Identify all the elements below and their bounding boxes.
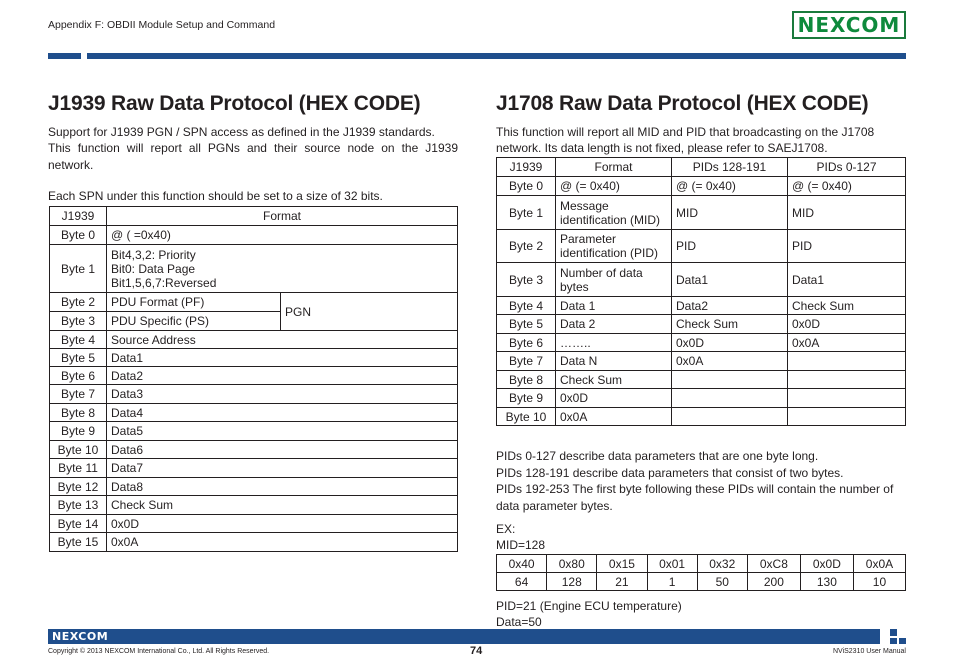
format-cell: Check Sum bbox=[107, 496, 458, 515]
table-row bbox=[50, 226, 458, 245]
table-header-row bbox=[497, 158, 906, 177]
footer-logo: NEXCOM bbox=[52, 630, 109, 643]
footer-bar bbox=[48, 629, 880, 644]
pid0-cell: PID bbox=[788, 230, 906, 263]
copyright-text: Copyright © 2013 NEXCOM International Co., Ltd. All Rights Reserved. bbox=[48, 648, 270, 655]
header-cell: J1939 bbox=[50, 207, 107, 226]
j1939-intro-3: Each SPN under this function should be set to a size of 32 bits. bbox=[48, 189, 383, 203]
byte-cell: Byte 0 bbox=[50, 226, 107, 245]
format-cell: Number of data bytes bbox=[556, 263, 672, 297]
byte-cell: Byte 14 bbox=[50, 515, 107, 533]
byte-cell: Byte 4 bbox=[497, 297, 556, 315]
format-cell: Parameter identification (PID) bbox=[556, 230, 672, 263]
manual-name: NViS2310 User Manual bbox=[832, 648, 906, 655]
table-row bbox=[50, 496, 458, 515]
table-row bbox=[50, 385, 458, 404]
header-section-title: Appendix F: OBDII Module Setup and Command bbox=[48, 19, 276, 31]
hex-cell: 0x01 bbox=[647, 555, 697, 573]
logo-text: NEXCOM bbox=[797, 13, 901, 37]
format-cell: Check Sum bbox=[556, 371, 672, 389]
pid128-cell: @ (= 0x40) bbox=[672, 177, 788, 196]
format-cell: Source Address bbox=[107, 331, 458, 349]
table-row bbox=[497, 408, 906, 426]
table-row bbox=[50, 404, 458, 422]
byte-cell: Byte 6 bbox=[50, 367, 107, 385]
table-row bbox=[50, 367, 458, 385]
dec-cell: 200 bbox=[747, 573, 800, 591]
dec-cell: 21 bbox=[597, 573, 647, 591]
j1939-intro-2: This function will report all PGNs and their source node on the J1939 network. bbox=[48, 141, 458, 172]
pid0-cell: Data1 bbox=[788, 263, 906, 297]
byte-cell: Byte 3 bbox=[497, 263, 556, 297]
format-cell: Data3 bbox=[107, 385, 458, 404]
byte-cell: Byte 8 bbox=[497, 371, 556, 389]
example-label: EX: bbox=[496, 522, 516, 536]
mid-label: MID=128 bbox=[496, 538, 546, 552]
nexcom-logo bbox=[792, 11, 906, 39]
pid128-cell: Check Sum bbox=[672, 315, 788, 334]
j1939-intro-1: Support for J1939 PGN / SPN access as defined in the J1939 standards. bbox=[48, 125, 435, 139]
pid128-cell: Data1 bbox=[672, 263, 788, 297]
j1708-intro-1: This function will report all MID and PID that broadcasting on the J1708 bbox=[496, 125, 875, 139]
pid128-cell: MID bbox=[672, 196, 788, 230]
header-bar-small bbox=[48, 53, 81, 59]
byte-cell: Byte 4 bbox=[50, 331, 107, 349]
dec-cell: 50 bbox=[697, 573, 747, 591]
table-row bbox=[50, 349, 458, 367]
header-cell: PIDs 128-191 bbox=[672, 158, 788, 177]
header-bar-long bbox=[87, 53, 906, 59]
format-cell: PDU Specific (PS) bbox=[107, 312, 281, 331]
table-row bbox=[497, 177, 906, 196]
byte-cell: Byte 1 bbox=[50, 245, 107, 293]
table-row bbox=[50, 515, 458, 533]
byte-cell: Byte 9 bbox=[497, 389, 556, 408]
byte-cell: Byte 10 bbox=[497, 408, 556, 426]
table-row bbox=[50, 422, 458, 441]
byte-cell: Byte 0 bbox=[497, 177, 556, 196]
j1939-format-table bbox=[49, 206, 458, 552]
format-cell: …….. bbox=[556, 334, 672, 352]
j1708-title: J1708 Raw Data Protocol (HEX CODE) bbox=[496, 92, 869, 115]
dec-cell: 128 bbox=[547, 573, 597, 591]
format-cell: 0x0D bbox=[107, 515, 458, 533]
byte-cell: Byte 3 bbox=[50, 312, 107, 331]
table-row bbox=[50, 533, 458, 552]
format-cell: Data6 bbox=[107, 441, 458, 459]
hex-cell: 0x15 bbox=[597, 555, 647, 573]
dec-cell: 64 bbox=[497, 573, 547, 591]
page-number: 74 bbox=[470, 645, 483, 657]
format-line: Bit0: Data Page bbox=[111, 261, 196, 276]
format-cell: Data5 bbox=[107, 422, 458, 441]
pid-note-line: PIDs 128-191 describe data parameters that consist of two bytes. bbox=[496, 465, 844, 480]
table-header-row bbox=[50, 207, 458, 226]
pid0-cell bbox=[788, 371, 906, 389]
dec-cell: 1 bbox=[647, 573, 697, 591]
pid0-cell bbox=[788, 408, 906, 426]
format-cell: Data 1 bbox=[556, 297, 672, 315]
table-row bbox=[497, 263, 906, 297]
dec-cell: 10 bbox=[853, 573, 905, 591]
example-dec-row bbox=[497, 573, 906, 591]
hex-cell: 0x80 bbox=[547, 555, 597, 573]
table-row bbox=[497, 196, 906, 230]
format-cell: @ (= 0x40) bbox=[556, 177, 672, 196]
example-hex-row bbox=[497, 555, 906, 573]
pid-note-line: PIDs 192-253 The first byte following these PIDs will contain the number of bbox=[496, 482, 894, 496]
footer-square-icon bbox=[899, 638, 906, 644]
byte-cell: Byte 7 bbox=[497, 352, 556, 371]
table-row bbox=[50, 245, 458, 293]
format-cell: Data2 bbox=[107, 367, 458, 385]
j1708-format-table bbox=[496, 157, 906, 426]
hex-cell: 0x40 bbox=[497, 555, 547, 573]
byte-cell: Byte 8 bbox=[50, 404, 107, 422]
format-cell: Data1 bbox=[107, 349, 458, 367]
table-row bbox=[50, 441, 458, 459]
format-line: Bit1,5,6,7:Reversed bbox=[111, 275, 217, 290]
table-row bbox=[50, 459, 458, 478]
header-cell: J1939 bbox=[497, 158, 556, 177]
byte-cell: Byte 1 bbox=[497, 196, 556, 230]
pid-notes bbox=[496, 448, 908, 514]
pid0-cell bbox=[788, 389, 906, 408]
format-cell: Data7 bbox=[107, 459, 458, 478]
table-row bbox=[497, 315, 906, 334]
header-cell: PIDs 0-127 bbox=[788, 158, 906, 177]
table-row bbox=[497, 352, 906, 371]
header-cell: Format bbox=[107, 207, 458, 226]
table-row bbox=[497, 389, 906, 408]
byte-cell: Byte 7 bbox=[50, 385, 107, 404]
pid128-cell: 0x0D bbox=[672, 334, 788, 352]
format-cell: Data4 bbox=[107, 404, 458, 422]
byte-cell: Byte 10 bbox=[50, 441, 107, 459]
pid0-cell: @ (= 0x40) bbox=[788, 177, 906, 196]
pid128-cell: Data2 bbox=[672, 297, 788, 315]
format-cell: Data N bbox=[556, 352, 672, 371]
hex-cell: 0x0A bbox=[853, 555, 905, 573]
pid0-cell: MID bbox=[788, 196, 906, 230]
pid128-cell bbox=[672, 389, 788, 408]
format-cell: 0x0A bbox=[556, 408, 672, 426]
footer-square-icon bbox=[890, 638, 897, 644]
byte-cell: Byte 13 bbox=[50, 496, 107, 515]
format-cell: @ ( =0x40) bbox=[107, 226, 458, 245]
byte-cell: Byte 12 bbox=[50, 478, 107, 496]
pid-note-line: data parameter bytes. bbox=[496, 498, 613, 513]
pid-example-note: PID=21 (Engine ECU temperature) bbox=[496, 599, 682, 613]
dec-cell: 130 bbox=[800, 573, 853, 591]
byte-cell: Byte 9 bbox=[50, 422, 107, 441]
pid0-cell: 0x0D bbox=[788, 315, 906, 334]
pgn-cell: PGN bbox=[281, 293, 458, 331]
byte-cell: Byte 6 bbox=[497, 334, 556, 352]
data-example-note: Data=50 bbox=[496, 615, 542, 629]
byte-cell: Byte 15 bbox=[50, 533, 107, 552]
format-cell: 0x0D bbox=[556, 389, 672, 408]
table-row bbox=[497, 230, 906, 263]
hex-cell: 0xC8 bbox=[747, 555, 800, 573]
pid128-cell: PID bbox=[672, 230, 788, 263]
hex-cell: 0x0D bbox=[800, 555, 853, 573]
table-row bbox=[497, 334, 906, 352]
format-cell: Data8 bbox=[107, 478, 458, 496]
byte-cell: Byte 2 bbox=[497, 230, 556, 263]
pid0-cell bbox=[788, 352, 906, 371]
hex-cell: 0x32 bbox=[697, 555, 747, 573]
byte-cell: Byte 5 bbox=[497, 315, 556, 334]
table-row bbox=[50, 331, 458, 349]
j1939-title: J1939 Raw Data Protocol (HEX CODE) bbox=[48, 92, 421, 115]
pid-note-line: PIDs 0-127 describe data parameters that are one byte long. bbox=[496, 449, 819, 463]
pid128-cell: 0x0A bbox=[672, 352, 788, 371]
j1708-intro-2: network. Its data length is not fixed, please refer to SAEJ1708. bbox=[496, 141, 828, 155]
table-row bbox=[497, 371, 906, 389]
example-table bbox=[496, 554, 906, 591]
byte-cell: Byte 5 bbox=[50, 349, 107, 367]
footer-square-icon bbox=[890, 629, 897, 636]
pid0-cell: Check Sum bbox=[788, 297, 906, 315]
format-cell: 0x0A bbox=[107, 533, 458, 552]
byte-cell: Byte 2 bbox=[50, 293, 107, 312]
table-row bbox=[497, 297, 906, 315]
table-row bbox=[50, 293, 458, 312]
format-cell: Data 2 bbox=[556, 315, 672, 334]
pid128-cell bbox=[672, 371, 788, 389]
header-cell: Format bbox=[556, 158, 672, 177]
format-cell: PDU Format (PF) bbox=[107, 293, 281, 312]
pid128-cell bbox=[672, 408, 788, 426]
format-cell: Message identification (MID) bbox=[556, 196, 672, 230]
byte-cell: Byte 11 bbox=[50, 459, 107, 478]
pid0-cell: 0x0A bbox=[788, 334, 906, 352]
format-cell bbox=[107, 245, 458, 293]
format-line: Bit4,3,2: Priority bbox=[111, 247, 196, 262]
table-row bbox=[50, 478, 458, 496]
